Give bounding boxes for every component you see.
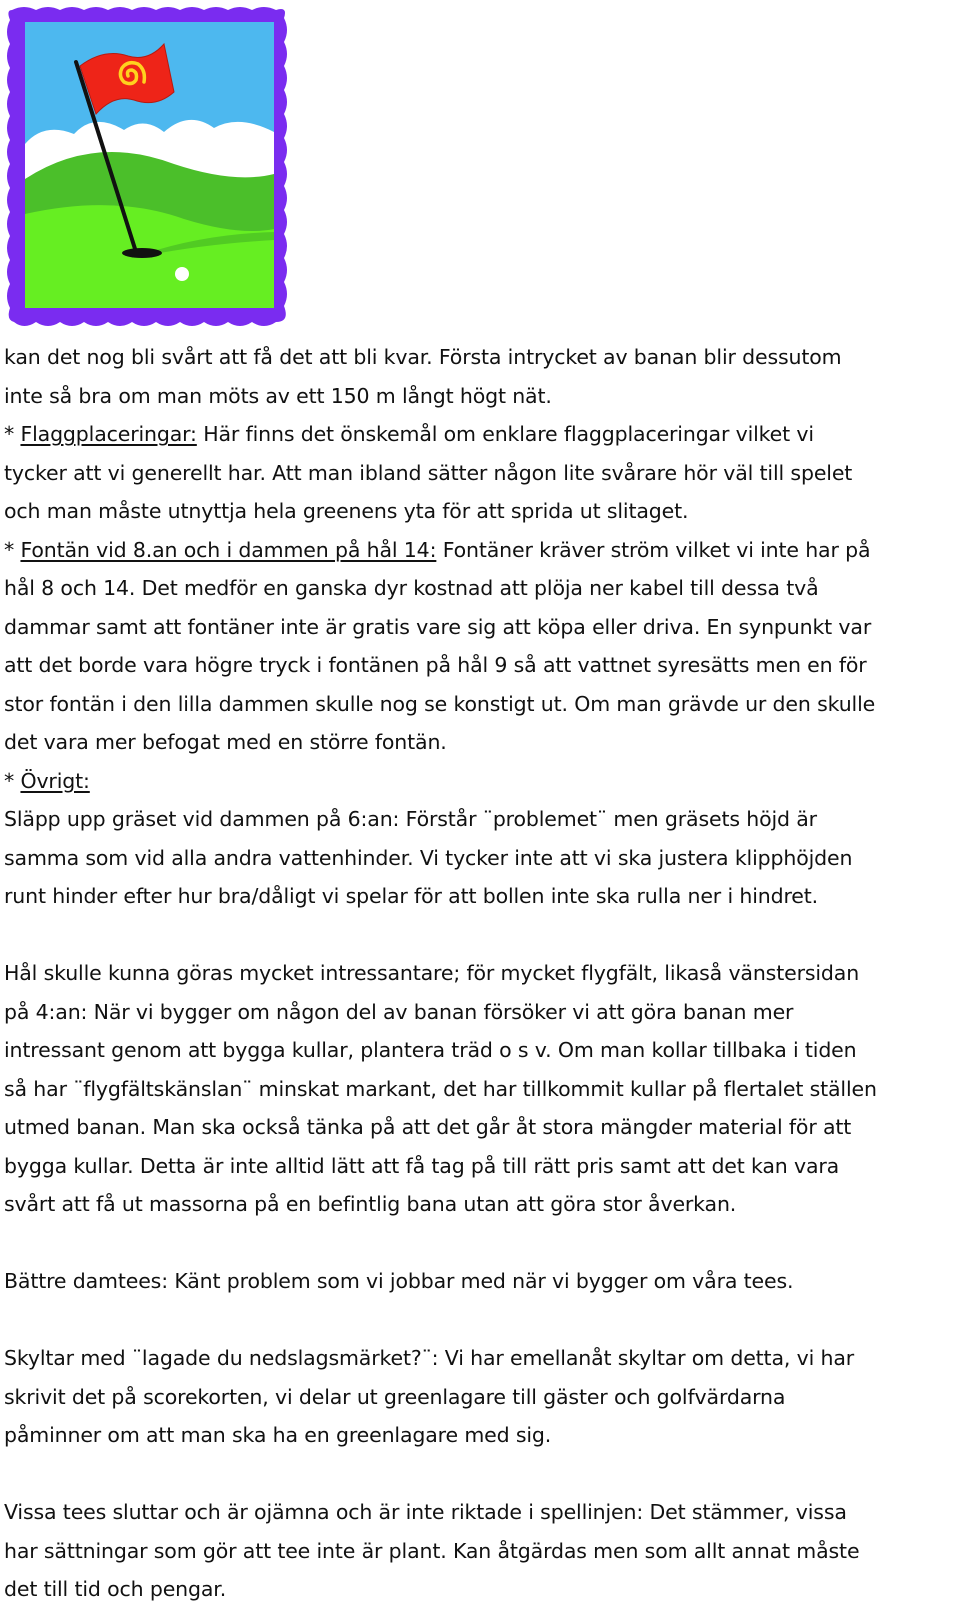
text-line xyxy=(4,954,954,993)
text-line xyxy=(4,800,954,839)
text-line xyxy=(4,685,954,724)
text-line xyxy=(4,1262,954,1301)
line-text: Här finns det önskemål om enklare flaggplaceringar vilket vi xyxy=(196,422,814,446)
text-line xyxy=(4,1147,954,1186)
line-text: Skyltar med ¨lagade du nedslagsmärket?¨: Vi har emellanåt skyltar om detta, vi har xyxy=(4,1346,855,1370)
text-line xyxy=(4,1532,954,1571)
line-text: det vara mer befogat med en större fontän. xyxy=(4,730,447,754)
text-line xyxy=(4,1185,954,1224)
line-text: stor fontän i den lilla dammen skulle nog se konstigt ut. Om man grävde ur den skulle xyxy=(4,691,876,716)
golf-ball xyxy=(175,267,189,281)
bullet-marker: * xyxy=(4,537,21,562)
line-text: intressant genom att bygga kullar, plantera träd o s v. Om man kollar tillbaka i tiden xyxy=(4,1038,857,1062)
section-heading-line xyxy=(4,762,954,801)
blank-line xyxy=(4,1224,954,1263)
text-line xyxy=(4,454,954,493)
text-line xyxy=(4,569,954,608)
text-line xyxy=(4,1378,954,1417)
text-line xyxy=(4,723,954,762)
text-line xyxy=(4,608,954,647)
underlined-heading: Övrigt: xyxy=(20,768,90,793)
text-line xyxy=(4,1570,954,1609)
line-text: Fontäner kräver ström vilket vi inte har på xyxy=(436,537,871,562)
underlined-heading: Fontän vid 8.an och i dammen på hål 14: xyxy=(20,537,437,562)
line-text: det till tid och pengar. xyxy=(4,1577,227,1601)
text-line xyxy=(4,1070,954,1109)
line-text: runt hinder efter hur bra/dåligt vi spelar för att bollen inte ska rulla ner i hindret. xyxy=(4,884,818,908)
text-line xyxy=(4,338,954,377)
line-text: hål 8 och 14. Det medför en ganska dyr kostnad att plöja ner kabel till dessa två xyxy=(4,576,819,600)
line-text: kan det nog bli svårt att få det att bli kvar. Första intrycket av banan blir dessutom xyxy=(4,345,842,369)
line-text: så har ¨flygfältskänslan¨ minskat markant, det har tillkommit kullar på flertalet ställen xyxy=(4,1076,877,1101)
line-text: inte så bra om man möts av ett 150 m långt högt nät. xyxy=(4,383,552,408)
hole xyxy=(122,248,162,258)
golf-flag-icon xyxy=(4,4,290,334)
line-text: att det borde vara högre tryck i fontänen på hål 9 så att vattnet syresätts men en för xyxy=(4,653,867,677)
line-text: dammar samt att fontäner inte är gratis vare sig att köpa eller driva. En synpunkt var xyxy=(4,614,872,639)
section-heading-line xyxy=(4,415,954,454)
line-text: Vissa tees sluttar och är ojämna och är inte riktade i spellinjen: Det stämmer, vissa xyxy=(4,1500,847,1524)
line-text: svårt att få ut massorna på en befintlig bana utan att göra stor åverkan. xyxy=(4,1192,737,1216)
line-text: bygga kullar. Detta är inte alltid lätt att få tag på till rätt pris samt att det kan vara xyxy=(4,1153,840,1178)
line-text: påminner om att man ska ha en greenlagare med sig. xyxy=(4,1423,552,1447)
text-line xyxy=(4,1339,954,1378)
text-line xyxy=(4,993,954,1032)
text-line xyxy=(4,1416,954,1455)
bullet-marker: * xyxy=(4,422,21,446)
text-line xyxy=(4,839,954,878)
line-text: Släpp upp gräset vid dammen på 6:an: Förstår ¨problemet¨ men gräsets höjd är xyxy=(4,807,817,831)
text-line xyxy=(4,877,954,916)
underlined-heading: Flaggplaceringar: xyxy=(20,422,197,446)
line-text: Bättre damtees: Känt problem som vi jobbar med när vi bygger om våra tees. xyxy=(4,1269,794,1293)
text-line xyxy=(4,377,954,416)
line-text: tycker att vi generellt har. Att man ibland sätter någon lite svårare hör väl till spelet xyxy=(4,460,853,485)
blank-line xyxy=(4,916,954,955)
document-body xyxy=(4,338,954,1609)
text-line xyxy=(4,1493,954,1532)
text-line xyxy=(4,1108,954,1147)
golf-flag-clipart xyxy=(4,4,290,334)
section-heading-line xyxy=(4,531,954,570)
line-text: Hål skulle kunna göras mycket intressantare; för mycket flygfält, likaså vänstersidan xyxy=(4,961,860,985)
line-text: utmed banan. Man ska också tänka på att det går åt stora mängder material för att xyxy=(4,1115,852,1139)
text-line xyxy=(4,1031,954,1070)
bullet-marker: * xyxy=(4,768,21,793)
blank-line xyxy=(4,1455,954,1494)
line-text: samma som vid alla andra vattenhinder. Vi tycker inte att vi ska justera klipphöjden xyxy=(4,845,853,870)
text-line xyxy=(4,646,954,685)
line-text: och man måste utnyttja hela greenens yta för att sprida ut slitaget. xyxy=(4,499,689,523)
text-line xyxy=(4,492,954,531)
line-text: skrivit det på scorekorten, vi delar ut greenlagare till gäster och golfvärdarna xyxy=(4,1384,786,1409)
line-text: har sättningar som gör att tee inte är plant. Kan åtgärdas men som allt annat måste xyxy=(4,1538,860,1563)
line-text: på 4:an: När vi bygger om någon del av banan försöker vi att göra banan mer xyxy=(4,999,794,1024)
blank-line xyxy=(4,1301,954,1340)
